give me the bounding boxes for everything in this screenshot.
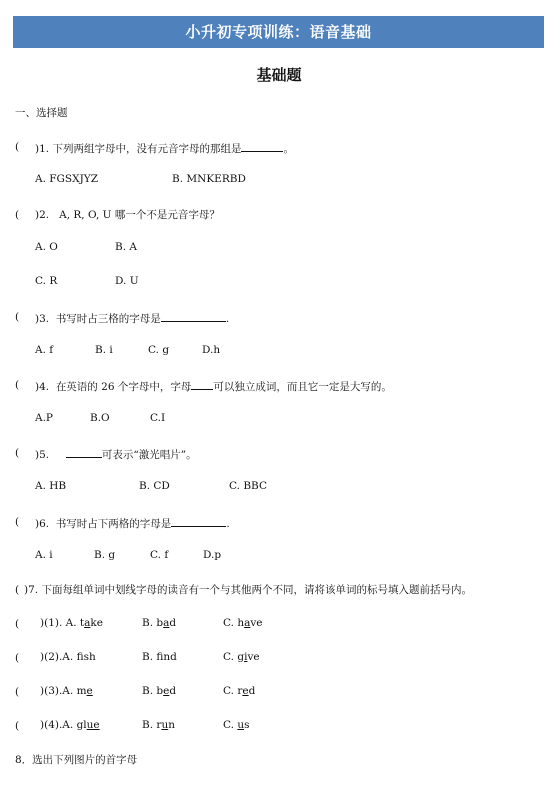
question-text: )2. A, R, O, U 哪一个不是元音字母？ xyxy=(35,209,220,221)
question-text: )5. 可表示“激光唱片”。 xyxy=(35,446,197,462)
option: )(4).A. glue xyxy=(40,719,100,731)
answer-paren: ( xyxy=(15,584,20,596)
option: B. g xyxy=(94,549,116,561)
question-text: )3. 书写时占三格的字母是 . xyxy=(35,310,229,326)
option: A.P xyxy=(35,412,53,424)
section-heading: 一、选择题 xyxy=(15,107,68,119)
option: B. i xyxy=(95,344,113,356)
option: D.p xyxy=(203,549,222,561)
option: D.h xyxy=(202,344,221,356)
page-title: 基础题 xyxy=(256,66,302,84)
answer-paren: ( xyxy=(15,686,20,698)
section-banner: 小升初专项训练：语音基础 xyxy=(13,16,544,48)
answer-blank[interactable] xyxy=(66,446,102,458)
option: B. bed xyxy=(142,685,177,697)
option: C. BBC xyxy=(229,480,267,492)
question-text: )1. 下列两组字母中，没有元音字母的那组是 。 xyxy=(35,140,294,156)
option: C. g xyxy=(148,344,170,356)
answer-paren: ( xyxy=(15,141,20,153)
answer-paren: ( xyxy=(15,379,20,391)
answer-paren: ( xyxy=(15,311,20,323)
option: )(3).A. me xyxy=(40,685,93,697)
option: C. us xyxy=(223,719,250,731)
option: C.I xyxy=(150,412,166,424)
option: A. FGSXJYZ xyxy=(35,173,99,185)
answer-paren: ( xyxy=(15,618,20,630)
question-text: )4. 在英语的 26 个字母中，字母 可以独立成词，而且它一定是大写的。 xyxy=(35,378,392,394)
option: C. red xyxy=(223,685,256,697)
option: C. have xyxy=(223,617,263,629)
question-text: )6. 书写时占下两格的字母是 . xyxy=(35,515,230,531)
option: A. i xyxy=(35,549,53,561)
option: B. A xyxy=(115,241,137,253)
answer-blank[interactable] xyxy=(171,515,226,527)
option: )(2).A. fsh xyxy=(40,651,96,663)
option: A. O xyxy=(35,241,58,253)
option: A. HB xyxy=(35,480,67,492)
answer-paren: ( xyxy=(15,720,20,732)
option: C. R xyxy=(35,275,58,287)
option: B. fnd xyxy=(142,651,177,663)
option: B. bad xyxy=(142,617,177,629)
option: C. f xyxy=(150,549,169,561)
option: B.O xyxy=(90,412,110,424)
option: D. U xyxy=(115,275,139,287)
option: B. CD xyxy=(139,480,170,492)
option: B. MNKERBD xyxy=(172,173,246,185)
answer-blank[interactable] xyxy=(191,378,213,390)
option: B. run xyxy=(142,719,175,731)
option: C. give xyxy=(223,651,260,663)
question-8: 8．选出下列图片的首字母 xyxy=(15,754,138,766)
option: )(1). A. take xyxy=(40,617,103,629)
answer-paren: ( xyxy=(15,209,20,221)
answer-paren: ( xyxy=(15,447,20,459)
option: A. f xyxy=(35,344,54,356)
answer-blank[interactable] xyxy=(161,310,226,322)
answer-blank[interactable] xyxy=(241,140,283,152)
answer-paren: ( xyxy=(15,516,20,528)
answer-paren: ( xyxy=(15,652,20,664)
question-text: )7. 下面每组单词中划线字母的读音有一个与其他两个不同，请将该单词的标号填入题前括号内。 xyxy=(24,584,472,596)
